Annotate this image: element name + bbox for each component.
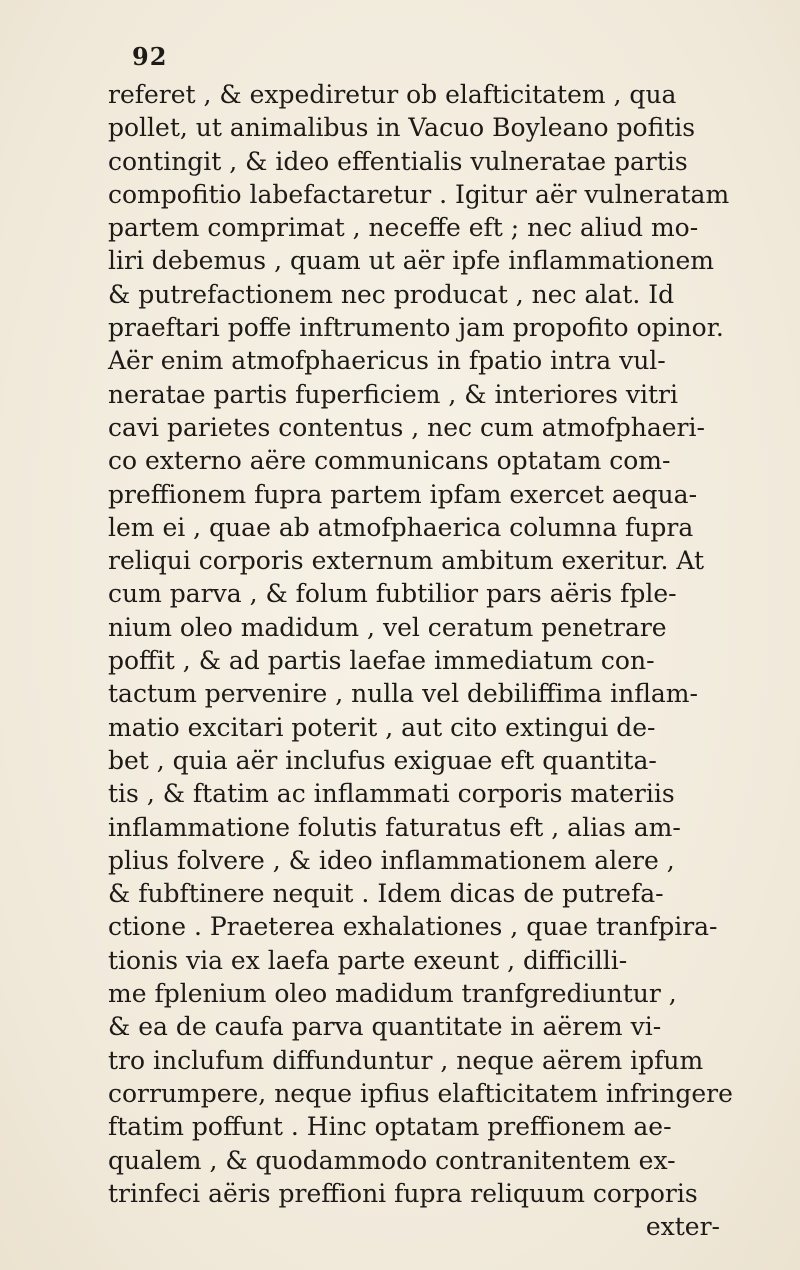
text-line: ftatim poffunt . Hinc optatam preffionem ae- xyxy=(108,1112,672,1142)
text-line: nium oleo madidum , vel ceratum penetrare xyxy=(108,612,667,642)
text-line: & ea de caufa parva quantitate in aërem vi- xyxy=(108,1012,662,1042)
text-line: ctione . Praeterea exhalationes , quae tranfpira- xyxy=(108,912,718,942)
text-line: tis , & ftatim ac inflammati corporis materiis xyxy=(108,779,675,809)
text-line: referet , & expediretur ob elafticitatem , qua xyxy=(108,80,677,109)
text-line: & fubftinere nequit . Idem dicas de putrefa- xyxy=(108,879,664,909)
text-line: bet , quia aër inclufus exiguae eft quantita- xyxy=(108,745,657,775)
text-line: qualem , & quodammodo contranitentem ex- xyxy=(108,1145,676,1175)
text-line: matio excitari poterit , aut cito extingui de- xyxy=(108,712,656,742)
text-line: tactum pervenire , nulla vel debiliffima inflam- xyxy=(108,679,698,709)
body-text xyxy=(108,78,798,1243)
text-line: plius folvere , & ideo inflammationem alere , xyxy=(108,845,675,875)
text-line: neratae partis fuperficiem , & interiores vitri xyxy=(108,379,679,409)
text-line: corrumpere, neque ipfius elafticitatem infringere xyxy=(108,1078,733,1108)
text-line: liri debemus , quam ut aër ipfe inflammationem xyxy=(108,246,714,276)
text-line: Aër enim atmofphaericus in fpatio intra vul- xyxy=(108,346,666,376)
text-line: trinfeci aëris preffioni fupra reliquum corporis xyxy=(108,1178,698,1208)
text-line: pollet, ut animalibus in Vacuo Boyleano pofitis xyxy=(108,113,696,143)
catchword: exter- xyxy=(645,1212,720,1242)
text-line: tro inclufum diffunduntur , neque aërem ipfum xyxy=(108,1045,704,1075)
text-line: reliqui corporis externum ambitum exeritur. At xyxy=(108,546,705,576)
text-line: lem ei , quae ab atmofphaerica columna fupra xyxy=(108,512,694,542)
text-line: & putrefactionem nec producat , nec alat. Id xyxy=(108,279,675,309)
page-number: 92 xyxy=(132,42,168,71)
text-line: cavi parietes contentus , nec cum atmofphaeri- xyxy=(108,412,705,442)
text-line: me fplenium oleo madidum tranfgrediuntur , xyxy=(108,979,677,1009)
text-line: preffionem fupra partem ipfam exercet aequa- xyxy=(108,479,698,509)
text-line: tionis via ex laefa parte exeunt , difficilli- xyxy=(108,945,628,975)
text-line: praeftari poffe inftrumento jam propofito opinor. xyxy=(108,313,724,343)
text-line: poffit , & ad partis laefae immediatum con- xyxy=(108,646,655,676)
text-line: contingit , & ideo effentialis vulneratae partis xyxy=(108,146,688,176)
text-line: partem comprimat , neceffe eft ; nec aliud mo- xyxy=(108,213,699,243)
text-line: compofitio labefactaretur . Igitur aër vulneratam xyxy=(108,179,730,209)
text-line: inflammatione folutis faturatus eft , alias am- xyxy=(108,812,681,842)
text-line: cum parva , & folum fubtilior pars aëris fple- xyxy=(108,579,677,609)
text-line: co externo aëre communicans optatam com- xyxy=(108,446,671,476)
